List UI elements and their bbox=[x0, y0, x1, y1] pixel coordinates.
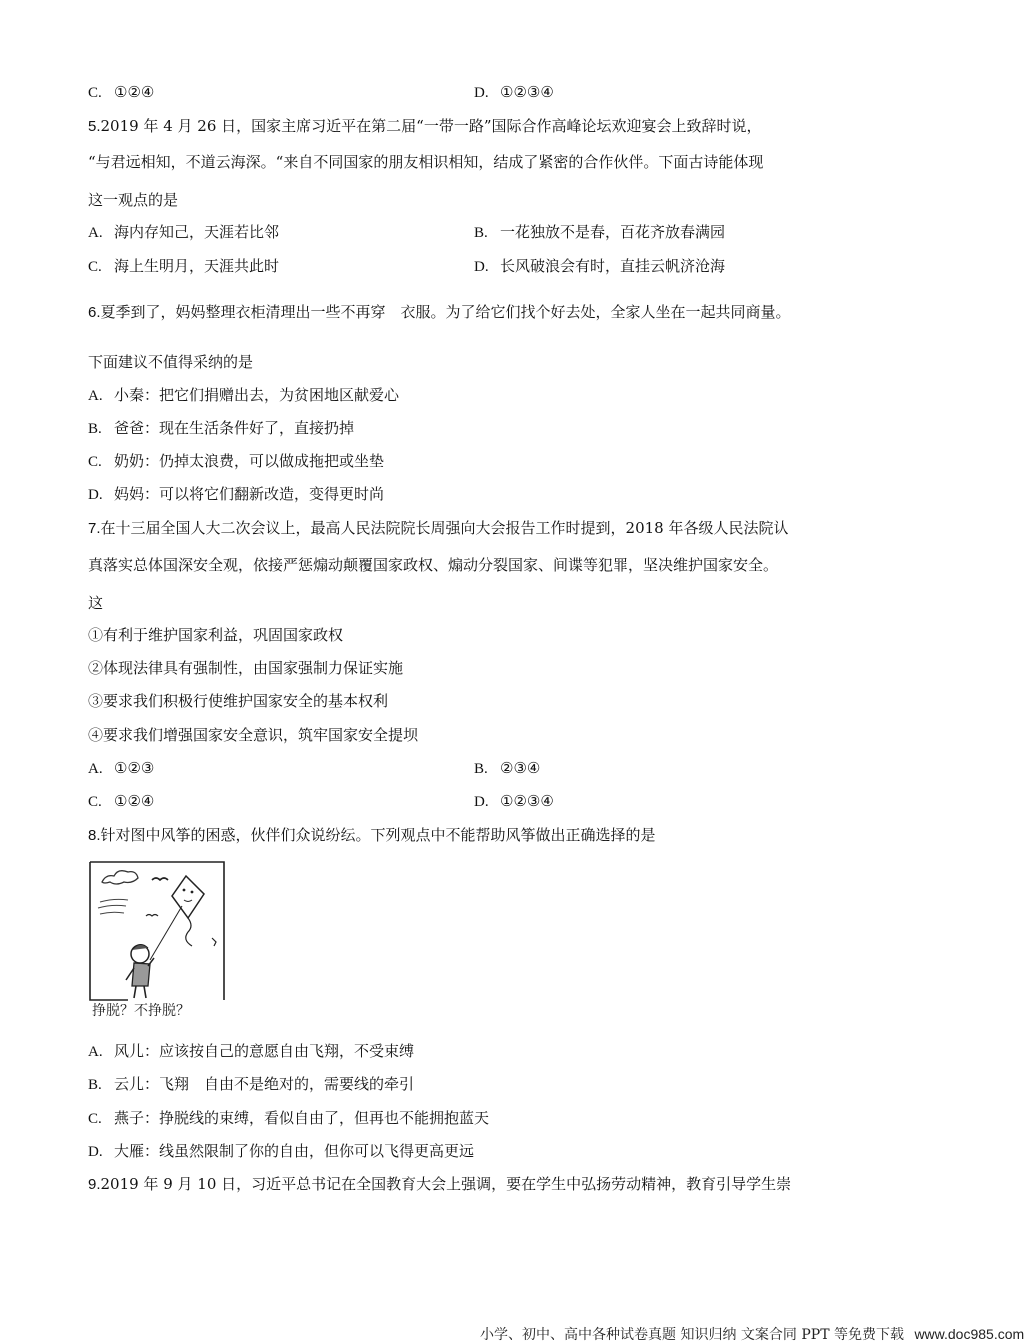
footer-text: 小学、初中、高中各种试卷真题 知识归纳 文案合同 PPT 等免费下载 bbox=[480, 1327, 904, 1343]
q8-option-c: C. 燕子：挣脱线的束缚，看似自由了，但再也不能拥抱蓝天 bbox=[88, 1109, 490, 1127]
kite-cartoon-illustration bbox=[88, 856, 228, 1022]
q6-stem-line-1: 6.夏季到了，妈妈整理衣柜清理出一些不再穿 衣服。为了给它们找个好去处，全家人坐在一起共同商量。 bbox=[88, 303, 791, 321]
q8-option-a: A. 风儿：应该按自己的意愿自由飞翔，不受束缚 bbox=[88, 1042, 415, 1060]
figure-caption: 挣脱？不挣脱？ bbox=[92, 1003, 190, 1019]
q6-number: 6. bbox=[88, 304, 101, 321]
q4-option-d: D. ①②③④ bbox=[474, 83, 554, 101]
q5-option-c: C. 海上生明月，天涯共此时 bbox=[88, 257, 280, 275]
q7-statement-3: ③要求我们积极行使维护国家安全的基本权利 bbox=[88, 692, 389, 710]
q5-stem-line-3: 这一观点的是 bbox=[88, 191, 179, 209]
q6-option-c: C. 奶奶：仍掉太浪费，可以做成拖把或坐垫 bbox=[88, 452, 385, 470]
q4-option-c: C. ①②④ bbox=[88, 83, 155, 101]
q7-option-c: C. ①②④ bbox=[88, 792, 155, 810]
q7-statement-4: ④要求我们增强国家安全意识，筑牢国家安全提坝 bbox=[88, 726, 419, 744]
q6-option-b: B. 爸爸：现在生活条件好了，直接扔掉 bbox=[88, 419, 355, 437]
q8-option-b: B. 云儿：飞翔 自由不是绝对的，需要线的牵引 bbox=[88, 1075, 415, 1093]
page-footer bbox=[480, 1324, 1024, 1344]
q7-stem-line-1: 7.在十三届全国人大二次会议上，最高人民法院院长周强向大会报告工作时提到，2018 年各级人民法院认 bbox=[88, 519, 789, 537]
footer-link[interactable]: www.doc985.com bbox=[914, 1326, 1024, 1342]
q6-option-d: D. 妈妈：可以将它们翻新改造，变得更时尚 bbox=[88, 485, 385, 503]
q7-option-d: D. ①②③④ bbox=[474, 792, 554, 810]
q6-option-a: A. 小秦：把它们捐赠出去，为贫困地区献爱心 bbox=[88, 386, 400, 404]
q7-option-a: A. ①②③ bbox=[88, 759, 155, 777]
q5-option-b: B. 一花独放不是春，百花齐放春满园 bbox=[474, 223, 726, 241]
q5-stem-line-2: “与君远相知，不道云海深。“来自不同国家的朋友相识相知，结成了紧密的合作伙伴。下面古诗能体现 bbox=[88, 153, 764, 171]
q7-stem-line-2: 真落实总体国深安全观，依接严惩煽动颠覆国家政权、煽动分裂国家、间谍等犯罪，坚决维护国家安全。 bbox=[88, 556, 779, 574]
q5-stem-line-1: 5.2019 年 4 月 26 日，国家主席习近平在第二届“一带一路”国际合作高峰论坛欢迎宴会上致辞时说， bbox=[88, 117, 762, 135]
q6-stem-line-2: 下面建议不值得采纳的是 bbox=[88, 353, 254, 371]
q8-option-d: D. 大雁：线虽然限制了你的自由，但你可以飞得更高更远 bbox=[88, 1142, 475, 1160]
q7-statement-1: ①有利于维护国家利益，巩固国家政权 bbox=[88, 626, 344, 644]
q5-option-a: A. 海内存知己，天涯若比邻 bbox=[88, 223, 280, 241]
q7-number: 7. bbox=[88, 520, 101, 537]
kite-cartoon-figure bbox=[88, 856, 228, 1022]
q8-number: 8. bbox=[88, 827, 101, 844]
q7-stem-line-3: 这 bbox=[88, 594, 104, 612]
q9-number: 9. bbox=[88, 1176, 101, 1193]
q5-number: 5. bbox=[88, 118, 101, 135]
q8-stem: 8.针对图中风筝的困惑，伙伴们众说纷纭。下列观点中不能帮助风筝做出正确选择的是 bbox=[88, 826, 656, 844]
q9-stem: 9.2019 年 9 月 10 日，习近平总书记在全国教育大会上强调，要在学生中弘扬劳动精神，教育引导学生崇 bbox=[88, 1175, 792, 1193]
q5-option-d: D. 长风破浪会有时，直挂云帆济沧海 bbox=[474, 257, 726, 275]
q7-statement-2: ②体现法律具有强制性，由国家强制力保证实施 bbox=[88, 659, 404, 677]
q7-option-b: B. ②③④ bbox=[474, 759, 541, 777]
